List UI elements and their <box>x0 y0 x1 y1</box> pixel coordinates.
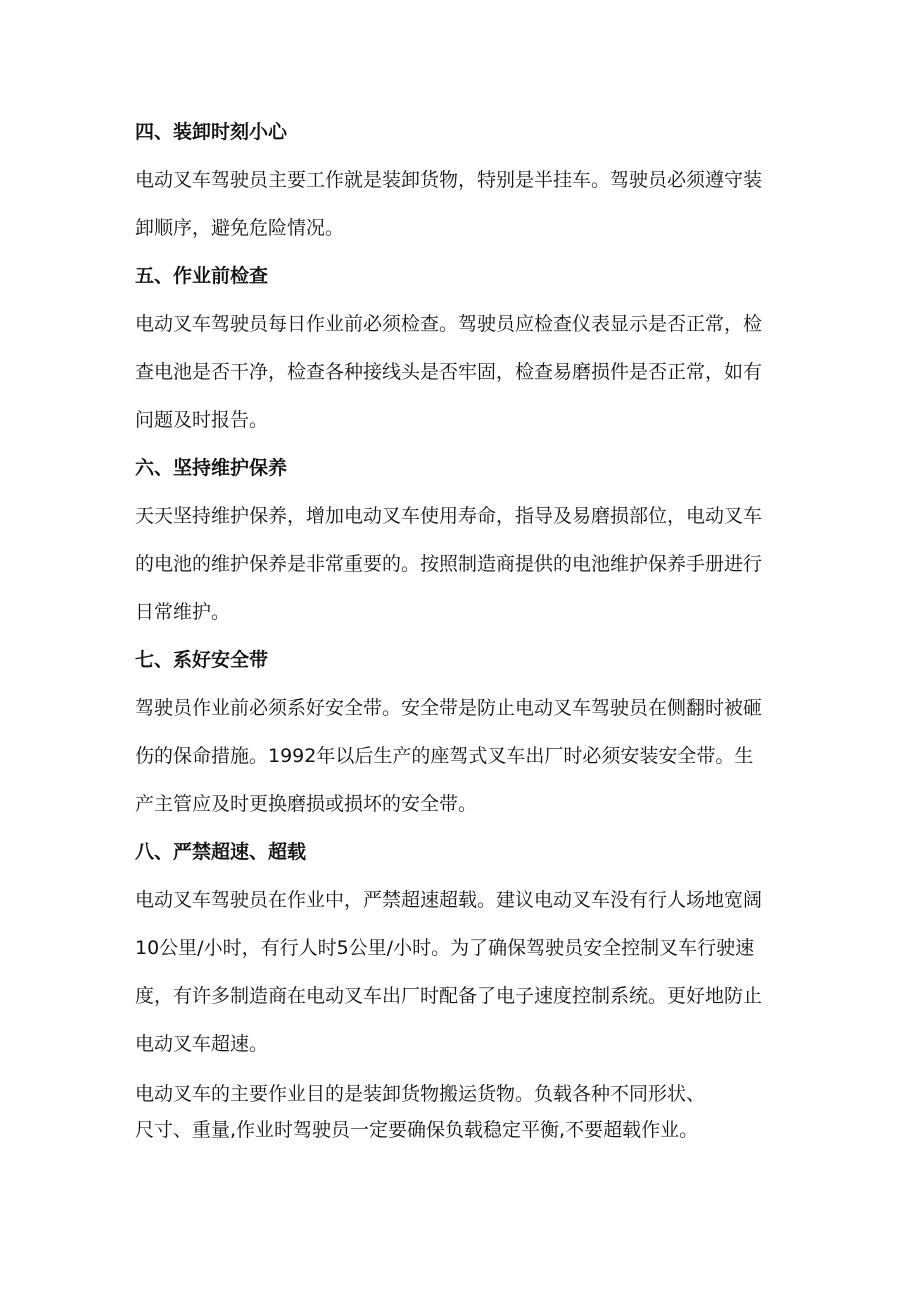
text-line: 度，有许多制造商在电动叉车出厂时配备了电子速度控制系统。更好地防止 <box>135 985 763 1007</box>
section-paragraph-5 <box>135 300 795 444</box>
closing-paragraph <box>135 1076 795 1148</box>
section-heading-4: 四、装卸时刻小心 <box>135 121 288 143</box>
text-line: 的电池的维护保养是非常重要的。按照制造商提供的电池维护保养手册进行 <box>135 553 763 575</box>
text-line: 电动叉车超速。 <box>135 1033 269 1055</box>
text-line: 电动叉车的主要作业目的是装卸货物搬运货物。负载各种不同形状、 <box>135 1083 706 1105</box>
text-line: 尺寸、重量,作业时驾驶员一定要确保负载稳定平衡,不要超载作业。 <box>135 1119 699 1141</box>
text-line: 电动叉车驾驶员主要工作就是装卸货物，特别是半挂车。驾驶员必须遵守装 <box>135 169 763 191</box>
text-line: 伤的保命措施。1992年以后生产的座驾式叉车出厂时必须安装安全带。生 <box>135 745 754 767</box>
text-line: 卸顺序，避免危险情况。 <box>135 217 345 239</box>
section-paragraph-7 <box>135 684 795 828</box>
text-line: 产主管应及时更换磨损或损坏的安全带。 <box>135 793 478 815</box>
section-heading-6: 六、坚持维护保养 <box>135 457 288 479</box>
section-heading-5: 五、作业前检查 <box>135 265 269 287</box>
section-heading-7: 七、系好安全带 <box>135 649 269 671</box>
section-heading-8: 八、严禁超速、超载 <box>135 841 307 863</box>
text-line: 电动叉车驾驶员在作业中，严禁超速超载。建议电动叉车没有行人场地宽阔 <box>135 889 763 911</box>
section-paragraph-6 <box>135 492 795 636</box>
text-line: 问题及时报告。 <box>135 409 269 431</box>
text-line: 10公里/小时，有行人时5公里/小时。为了确保驾驶员安全控制叉车行驶速 <box>135 937 755 959</box>
section-paragraph-8 <box>135 876 795 1068</box>
text-line: 查电池是否干净，检查各种接线头是否牢固，检查易磨损件是否正常，如有 <box>135 361 763 383</box>
document-body <box>135 108 795 1148</box>
text-line: 驾驶员作业前必须系好安全带。安全带是防止电动叉车驾驶员在侧翻时被砸 <box>135 697 763 719</box>
text-line: 电动叉车驾驶员每日作业前必须检查。驾驶员应检查仪表显示是否正常，检 <box>135 313 763 335</box>
text-line: 日常维护。 <box>135 601 231 623</box>
section-paragraph-4 <box>135 156 795 252</box>
text-line: 天天坚持维护保养，增加电动叉车使用寿命，指导及易磨损部位，电动叉车 <box>135 505 763 527</box>
